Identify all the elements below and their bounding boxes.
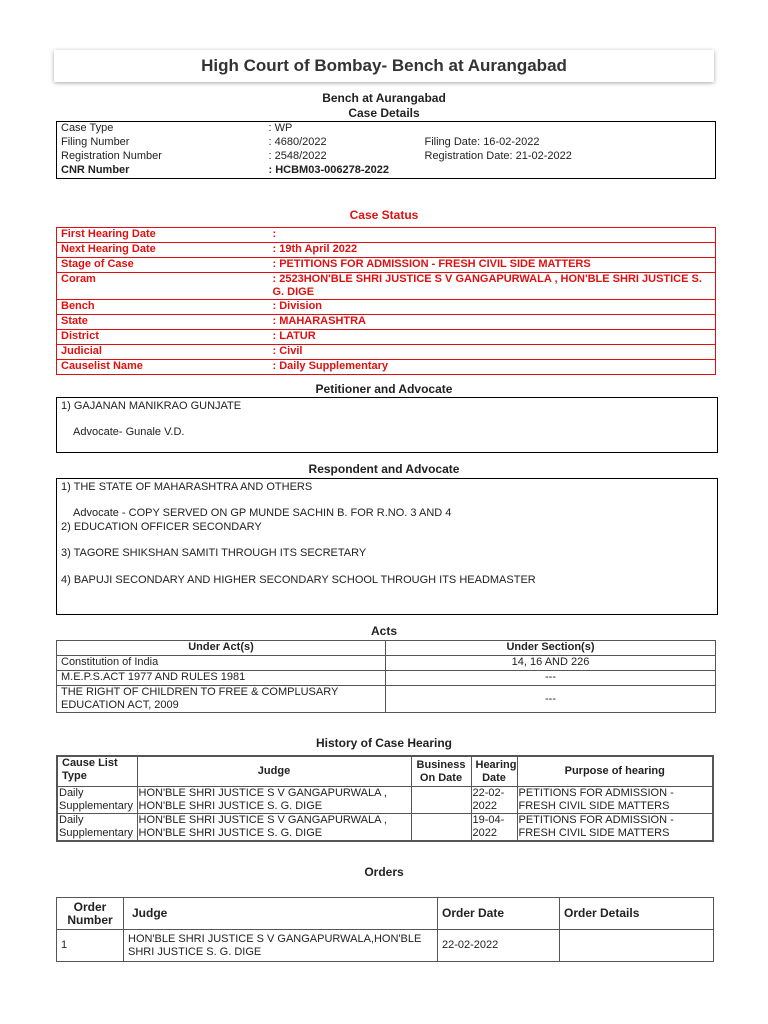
causelist-value: : Daily Supplementary (269, 360, 716, 375)
case-details-title: Case Details (348, 106, 420, 120)
history-judge: HON'BLE SHRI JUSTICE S V GANGAPURWALA , HON'BLE SHRI JUSTICE S. G. DIGE (137, 814, 411, 842)
filing-number-row (57, 136, 716, 150)
acts-row (57, 686, 716, 713)
status-row (57, 330, 716, 345)
respondent-4: 4) BAPUJI SECONDARY AND HIGHER SECONDARY SCHOOL THROUGH ITS HEADMASTER (61, 573, 536, 586)
acts-title: Acts (370, 624, 397, 638)
history-col-cause: Cause List Type (57, 756, 137, 787)
history-title: History of Case Hearing (315, 736, 453, 750)
status-row (57, 228, 716, 243)
petitioner-name: 1) GAJANAN MANIKRAO GUNJATE (61, 400, 242, 412)
acts-row (57, 656, 716, 671)
order-number: 1 (57, 930, 124, 962)
respondent-advocate: Advocate - COPY SERVED ON GP MUNDE SACHIN B. FOR R.NO. 3 AND 4 (73, 507, 452, 520)
act-section: --- (386, 686, 716, 713)
history-col-purpose: Purpose of hearing (517, 756, 713, 787)
case-details-table (56, 121, 716, 179)
petitioner-advocate: Advocate- Gunale V.D. (73, 426, 185, 439)
history-cause: Daily Supplementary (57, 814, 137, 842)
status-row (57, 258, 716, 273)
first-hearing-label: First Hearing Date (57, 228, 269, 243)
history-cause: Daily Supplementary (57, 787, 137, 814)
orders-col-judge: Judge (124, 898, 438, 930)
stage-label: Stage of Case (57, 258, 269, 273)
history-business (411, 814, 471, 842)
history-row (57, 814, 713, 842)
coram-value: : 2523HON'BLE SHRI JUSTICE S V GANGAPURWALA , HON'BLE SHRI JUSTICE S. G. DIGE (269, 273, 716, 300)
acts-row (57, 671, 716, 686)
state-value: : MAHARASHTRA (269, 315, 716, 330)
respondent-1: 1) THE STATE OF MAHARASHTRA AND OTHERS (61, 481, 313, 493)
history-judge: HON'BLE SHRI JUSTICE S V GANGAPURWALA , HON'BLE SHRI JUSTICE S. G. DIGE (137, 787, 411, 814)
respondent-2: 2) EDUCATION OFFICER SECONDARY (61, 520, 262, 533)
acts-col-section: Under Section(s) (386, 641, 716, 656)
act-name: Constitution of India (57, 656, 386, 671)
status-row (57, 243, 716, 258)
order-judge: HON'BLE SHRI JUSTICE S V GANGAPURWALA,HON'BLE SHRI JUSTICE S. G. DIGE (124, 930, 438, 962)
status-row (57, 345, 716, 360)
filing-date: Filing Date: 16-02-2022 (424, 136, 540, 148)
stage-value: : PETITIONS FOR ADMISSION - FRESH CIVIL SIDE MATTERS (269, 258, 716, 273)
status-row (57, 273, 716, 300)
history-date: 22-02-2022 (471, 787, 517, 814)
judicial-value: : Civil (269, 345, 716, 360)
bench-label: Bench (57, 300, 269, 315)
respondent-title: Respondent and Advocate (308, 462, 460, 476)
filing-number-value: : 4680/2022 (268, 136, 327, 148)
history-purpose: PETITIONS FOR ADMISSION - FRESH CIVIL SIDE MATTERS (517, 787, 713, 814)
case-status-table (56, 227, 716, 375)
case-type-value: : WP (268, 122, 293, 134)
first-hearing-value: : (269, 228, 716, 243)
registration-number-row (57, 150, 716, 164)
orders-col-details: Order Details (560, 898, 714, 930)
orders-row (57, 930, 714, 962)
case-type-row (57, 122, 716, 137)
registration-number-label: Registration Number (61, 150, 162, 162)
act-name: M.E.P.S.ACT 1977 AND RULES 1981 (57, 671, 386, 686)
orders-header-row (57, 898, 714, 930)
district-label: District (57, 330, 269, 345)
registration-number-value: : 2548/2022 (268, 150, 327, 162)
coram-label: Coram (57, 273, 269, 300)
respondent-3: 3) TAGORE SHIKSHAN SAMITI THROUGH ITS SECRETARY (61, 547, 367, 560)
act-section: 14, 16 AND 226 (386, 656, 716, 671)
history-business (411, 787, 471, 814)
bench-title: Bench at Aurangabad (322, 91, 446, 105)
page-title: High Court of Bombay- Bench at Aurangabad (201, 56, 567, 75)
cnr-label: CNR Number (61, 164, 130, 176)
petitioner-title: Petitioner and Advocate (315, 382, 453, 396)
order-details (560, 930, 714, 962)
orders-title: Orders (364, 865, 404, 879)
registration-date: Registration Date: 21-02-2022 (424, 150, 572, 162)
page-header (54, 50, 714, 82)
history-col-judge: Judge (137, 756, 411, 787)
cnr-value: : HCBM03-006278-2022 (268, 164, 389, 176)
case-status-title: Case Status (349, 208, 419, 222)
judicial-label: Judicial (57, 345, 269, 360)
cnr-row (57, 164, 716, 179)
petitioner-box (56, 397, 718, 453)
acts-col-act: Under Act(s) (57, 641, 386, 656)
orders-col-number: Order Number (57, 898, 124, 930)
status-row (57, 315, 716, 330)
history-header-row (57, 756, 713, 787)
causelist-label: Causelist Name (57, 360, 269, 375)
act-section: --- (386, 671, 716, 686)
order-date: 22-02-2022 (438, 930, 560, 962)
bench-value: : Division (269, 300, 716, 315)
acts-table (56, 640, 716, 713)
district-value: : LATUR (269, 330, 716, 345)
state-label: State (57, 315, 269, 330)
orders-col-date: Order Date (438, 898, 560, 930)
orders-table (56, 897, 714, 962)
history-table (56, 755, 714, 842)
next-hearing-label: Next Hearing Date (57, 243, 269, 258)
acts-header-row (57, 641, 716, 656)
filing-number-label: Filing Number (61, 136, 130, 148)
history-col-hearing: Hearing Date (471, 756, 517, 787)
status-row (57, 360, 716, 375)
history-date: 19-04-2022 (471, 814, 517, 842)
history-col-business: Business On Date (411, 756, 471, 787)
history-purpose: PETITIONS FOR ADMISSION - FRESH CIVIL SIDE MATTERS (517, 814, 713, 842)
case-type-label: Case Type (61, 122, 114, 134)
next-hearing-value: : 19th April 2022 (269, 243, 716, 258)
act-name: THE RIGHT OF CHILDREN TO FREE & COMPLUSARY EDUCATION ACT, 2009 (57, 686, 386, 713)
respondent-box (56, 478, 718, 615)
history-row (57, 787, 713, 814)
status-row (57, 300, 716, 315)
